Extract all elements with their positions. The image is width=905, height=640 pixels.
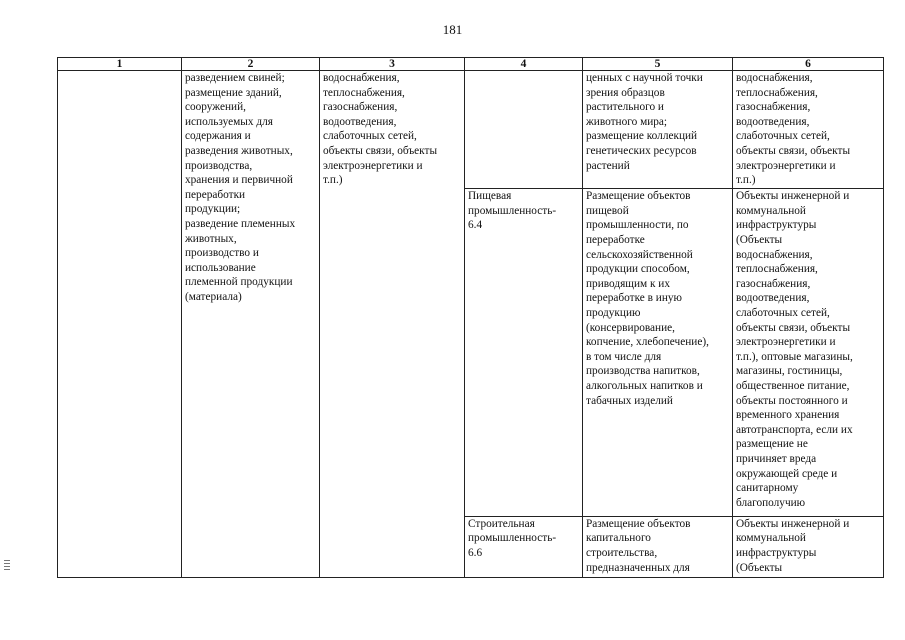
header-col-1: 1 bbox=[58, 58, 182, 71]
cell-row2-col4: Пищевая промышленность- 6.4 bbox=[465, 189, 583, 517]
cell-row3-col5: Размещение объектов капитального строительства, предназначенных для bbox=[583, 516, 733, 577]
page-number: 181 bbox=[442, 22, 463, 37]
header-col-6: 6 bbox=[733, 58, 884, 71]
cell-col1 bbox=[58, 71, 182, 578]
header-row bbox=[58, 58, 884, 71]
header-col-3: 3 bbox=[320, 58, 465, 71]
cell-row2-col5: Размещение объектов пищевой промышленности, по переработке сельскохозяйственной продукции способом, приводящим к их переработке в иную продукцию (консервирование, копчение, хлебопечение), в том числе для производства напитков, алкогольных напитков и табачных изделий bbox=[583, 189, 733, 517]
cell-col2-text: разведением свиней; размещение зданий, сооружений, используемых для содержания и разведения животных, производства, хранения и первичной переработки продукции; разведение племенных животных, производство и использование племенной продукции (материала) bbox=[185, 72, 296, 303]
cell-row1-col5: ценных с научной точки зрения образцов растительного и животного мира; размещение коллекций генетических ресурсов растений bbox=[583, 71, 733, 189]
header-col-5: 5 bbox=[583, 58, 733, 71]
scan-margin-marks bbox=[4, 560, 10, 572]
cell-col2 bbox=[182, 71, 320, 578]
land-use-table bbox=[57, 57, 884, 578]
cell-row3-col4: Строительная промышленность- 6.6 bbox=[465, 516, 583, 577]
header-col-2: 2 bbox=[182, 58, 320, 71]
cell-row2-col6: Объекты инженерной и коммунальной инфраструктуры (Объекты водоснабжения, теплоснабжения, газоснабжения, водоотведения, слаботочных сетей, объекты связи, объекты электроэнергетики и т.п.), оптовые магазины, магазины, гостиницы, общественное питание, объекты постоянного и временного хранения автотранспорта, если их размещение не причиняет вреда окружающей среде и санитарному благополучию bbox=[733, 189, 884, 517]
cell-col3-text: водоснабжения, теплоснабжения, газоснабжения, водоотведения, слаботочных сетей, объекты связи, объекты электроэнергетики и т.п.) bbox=[323, 72, 438, 187]
cell-col3 bbox=[320, 71, 465, 578]
cell-row1-col4 bbox=[465, 71, 583, 189]
cell-row1-col6: водоснабжения, теплоснабжения, газоснабжения, водоотведения, слаботочных сетей, объекты связи, объекты электроэнергетики и т.п.) bbox=[733, 71, 884, 189]
cell-row3-col6: Объекты инженерной и коммунальной инфраструктуры (Объекты bbox=[733, 516, 884, 577]
table-row bbox=[58, 71, 884, 189]
header-col-4: 4 bbox=[465, 58, 583, 71]
